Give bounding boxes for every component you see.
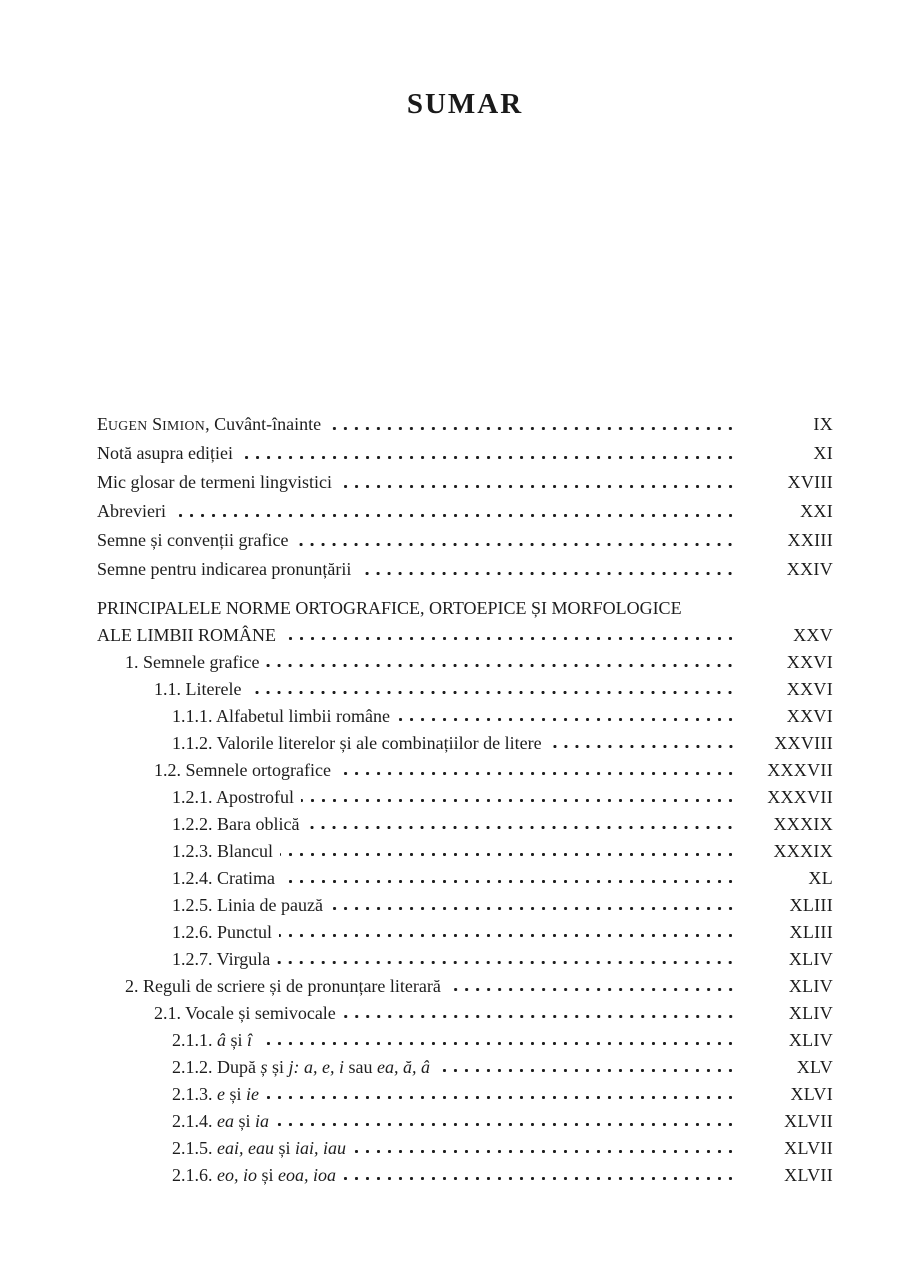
page-number: XLVII [784, 1111, 833, 1131]
toc-entry [97, 757, 833, 784]
entry-title-segment: sau [344, 1057, 378, 1077]
entry-title-segment: E [97, 414, 108, 434]
entry-title-segment: 1.2.1. Apostroful [172, 787, 295, 807]
toc-entry [97, 892, 833, 919]
entry-title-segment: IMION [162, 418, 206, 433]
entry-title-segment: eoa, ioa [278, 1165, 337, 1185]
entry-title [97, 622, 276, 649]
toc-entry [97, 497, 833, 526]
toc-entry [97, 439, 833, 468]
page-number: XLIV [788, 1003, 833, 1023]
dot-leader [437, 1054, 738, 1081]
entry-title-segment: eo, io [217, 1165, 257, 1185]
entry-title-segment: eai, eau [217, 1138, 274, 1158]
entry-title [97, 497, 166, 526]
toc-entry [97, 555, 833, 584]
entry-title [172, 1081, 259, 1108]
toc-entry [97, 622, 833, 649]
entry-title-segment: și [226, 1030, 248, 1050]
dot-leader [689, 595, 738, 622]
toc-entry [97, 1000, 833, 1027]
entry-title-segment: și [273, 1138, 295, 1158]
entry-title-segment: Abrevieri [97, 501, 166, 521]
dot-leader [338, 757, 738, 784]
entry-title-segment: 1. Semnele grafice [125, 652, 260, 672]
dot-leader [259, 1027, 738, 1054]
entry-title [172, 811, 299, 838]
entry-title-segment: 1.1.2. Valorile literelor și ale combinațiilor de litere [172, 733, 542, 753]
entry-title-segment: 1.2.3. Blancul [172, 841, 273, 861]
dot-leader [240, 439, 738, 468]
entry-title-segment: â [217, 1030, 226, 1050]
entry-title-segment: 2.1.3. [172, 1084, 217, 1104]
page-number: XI [813, 443, 833, 463]
page-number: XLVI [790, 1084, 833, 1104]
page-number: XL [808, 868, 833, 888]
toc-entry [97, 1135, 833, 1162]
toc-entry [97, 730, 833, 757]
page-number: XXXVII [767, 787, 833, 807]
entry-title [97, 526, 288, 555]
entry-title-segment: UGEN [108, 418, 148, 433]
toc [97, 410, 833, 1189]
toc-entry [97, 1054, 833, 1081]
entry-title [172, 1162, 336, 1189]
entry-title-segment: 1.2.5. Linia de pauză [172, 895, 323, 915]
page-number: XLIV [788, 949, 833, 969]
page-number: XXIV [786, 559, 833, 579]
dot-leader [330, 892, 738, 919]
entry-title-segment: 1.2.6. Punctul [172, 922, 273, 942]
dot-leader [306, 811, 738, 838]
entry-title-segment: Notă asupra ediției [97, 443, 233, 463]
entry-title [97, 439, 233, 468]
dot-leader [358, 555, 738, 584]
entry-title [125, 649, 259, 676]
entry-title-segment: și [267, 1057, 289, 1077]
toc-entry [97, 526, 833, 555]
toc-entry [97, 1162, 833, 1189]
entry-title-segment: 1.2.2. Bara oblică [172, 814, 300, 834]
entry-title-segment: 2.1.1. [172, 1030, 217, 1050]
entry-title-segment: 2.1. Vocale și semivocale [154, 1003, 336, 1023]
entry-title-segment: ie [246, 1084, 260, 1104]
entry-title-segment: 1.2.4. Cratima [172, 868, 275, 888]
dot-leader [397, 703, 738, 730]
toc-entry [97, 865, 833, 892]
entry-title-segment: 2.1.6. [172, 1165, 217, 1185]
dot-leader [343, 1000, 738, 1027]
toc-entry [97, 919, 833, 946]
dot-leader [266, 649, 738, 676]
toc-entry [97, 410, 833, 439]
dot-leader [277, 946, 738, 973]
entry-title-segment: PRINCIPALELE NORME ORTOGRAFICE, ORTOEPICE ȘI MORFOLOGICE [97, 598, 682, 618]
toc-entry [97, 1027, 833, 1054]
entry-title [172, 1027, 252, 1054]
entry-title [172, 1135, 346, 1162]
dot-leader [276, 1108, 738, 1135]
toc-entry [97, 838, 833, 865]
entry-title-segment: și [234, 1111, 256, 1131]
page-number: IX [813, 414, 833, 434]
page-number: XLIV [788, 976, 833, 996]
dot-leader [448, 973, 738, 1000]
entry-title [172, 865, 275, 892]
entry-title [172, 1108, 269, 1135]
entry-title [97, 410, 321, 439]
page-number: XLVII [784, 1165, 833, 1185]
entry-title [172, 703, 390, 730]
page-number: XXIII [787, 530, 833, 550]
entry-title [172, 892, 323, 919]
entry-title [172, 730, 542, 757]
entry-title-segment: ia [255, 1111, 270, 1131]
toc-entry [97, 811, 833, 838]
dot-leader [295, 526, 738, 555]
toc-entry [97, 676, 833, 703]
dot-leader [266, 1081, 738, 1108]
entry-title [172, 919, 272, 946]
dot-leader [353, 1135, 738, 1162]
entry-title-segment: și [257, 1165, 279, 1185]
page-number [738, 595, 833, 622]
toc-group-front [97, 410, 833, 584]
entry-title-segment: 1.1. Literele [154, 679, 242, 699]
toc-entry [97, 703, 833, 730]
page-number: XLIV [788, 1030, 833, 1050]
dot-leader [328, 410, 738, 439]
page-number: XLIII [789, 895, 833, 915]
toc-entry [97, 1108, 833, 1135]
page-number: XXXIX [773, 841, 833, 861]
entry-title-segment: 1.2. Semnele ortografice [154, 760, 331, 780]
toc-entry [97, 1081, 833, 1108]
dot-leader [301, 784, 738, 811]
dot-leader [279, 919, 738, 946]
entry-title [172, 946, 270, 973]
entry-title [154, 1000, 336, 1027]
dot-leader [173, 497, 738, 526]
toc-entry [97, 468, 833, 497]
page-number: XXVIII [774, 733, 833, 753]
page-number: XXVI [786, 652, 833, 672]
entry-title-segment: ALE LIMBII ROMÂNE [97, 625, 276, 645]
page-number: XLVII [784, 1138, 833, 1158]
entry-title [125, 973, 441, 1000]
page-number: XXXIX [773, 814, 833, 834]
toc-entry [97, 595, 833, 622]
entry-title [172, 1054, 430, 1081]
entry-title-segment: 2.1.5. [172, 1138, 217, 1158]
dot-leader [549, 730, 738, 757]
page-number: XVIII [787, 472, 833, 492]
entry-title-segment: 1.2.7. Virgula [172, 949, 271, 969]
entry-title-segment: j: a, e, i [288, 1057, 345, 1077]
toc-entry [97, 649, 833, 676]
page-title: SUMAR [406, 88, 524, 120]
entry-title-segment: ș [260, 1057, 268, 1077]
page-number: XXVI [786, 706, 833, 726]
toc-entry [97, 946, 833, 973]
entry-title-segment: Mic glosar de termeni lingvistici [97, 472, 332, 492]
page-number: XXVI [786, 679, 833, 699]
entry-title [97, 555, 351, 584]
entry-title-segment: Semne pentru indicarea pronunțării [97, 559, 352, 579]
dot-leader [280, 838, 738, 865]
dot-leader [282, 865, 738, 892]
entry-title-segment: e [217, 1084, 225, 1104]
entry-title-segment: ea, ă, â [377, 1057, 431, 1077]
entry-title-segment: 2.1.2. După [172, 1057, 261, 1077]
page-number: XLIII [789, 922, 833, 942]
entry-title-segment: , Cuvânt-înainte [205, 414, 322, 434]
entry-title-segment: Semne și convenții grafice [97, 530, 289, 550]
dot-leader [339, 468, 738, 497]
entry-title-segment: și [225, 1084, 247, 1104]
entry-title-segment: î [247, 1030, 253, 1050]
entry-title-segment: 2.1.4. [172, 1111, 217, 1131]
page-number: XXI [800, 501, 833, 521]
page-number: XXV [793, 625, 833, 645]
entry-title [172, 838, 273, 865]
page-number: XXXVII [767, 760, 833, 780]
entry-title [172, 784, 294, 811]
page-number: XLV [796, 1057, 833, 1077]
toc-entry [97, 973, 833, 1000]
entry-title-segment: 1.1.1. Alfabetul limbii române [172, 706, 390, 726]
toc-group-norme [97, 595, 833, 1189]
entry-title [154, 676, 241, 703]
entry-title-segment: ea [217, 1111, 234, 1131]
entry-title-segment: iai, iau [295, 1138, 347, 1158]
entry-title-segment: S [147, 414, 163, 434]
entry-title-segment: 2. Reguli de scriere și de pronunțare literară [125, 976, 441, 996]
dot-leader [343, 1162, 738, 1189]
entry-title [97, 595, 682, 622]
toc-entry [97, 784, 833, 811]
dot-leader [283, 622, 738, 649]
dot-leader [248, 676, 738, 703]
entry-title [97, 468, 332, 497]
entry-title [154, 757, 331, 784]
